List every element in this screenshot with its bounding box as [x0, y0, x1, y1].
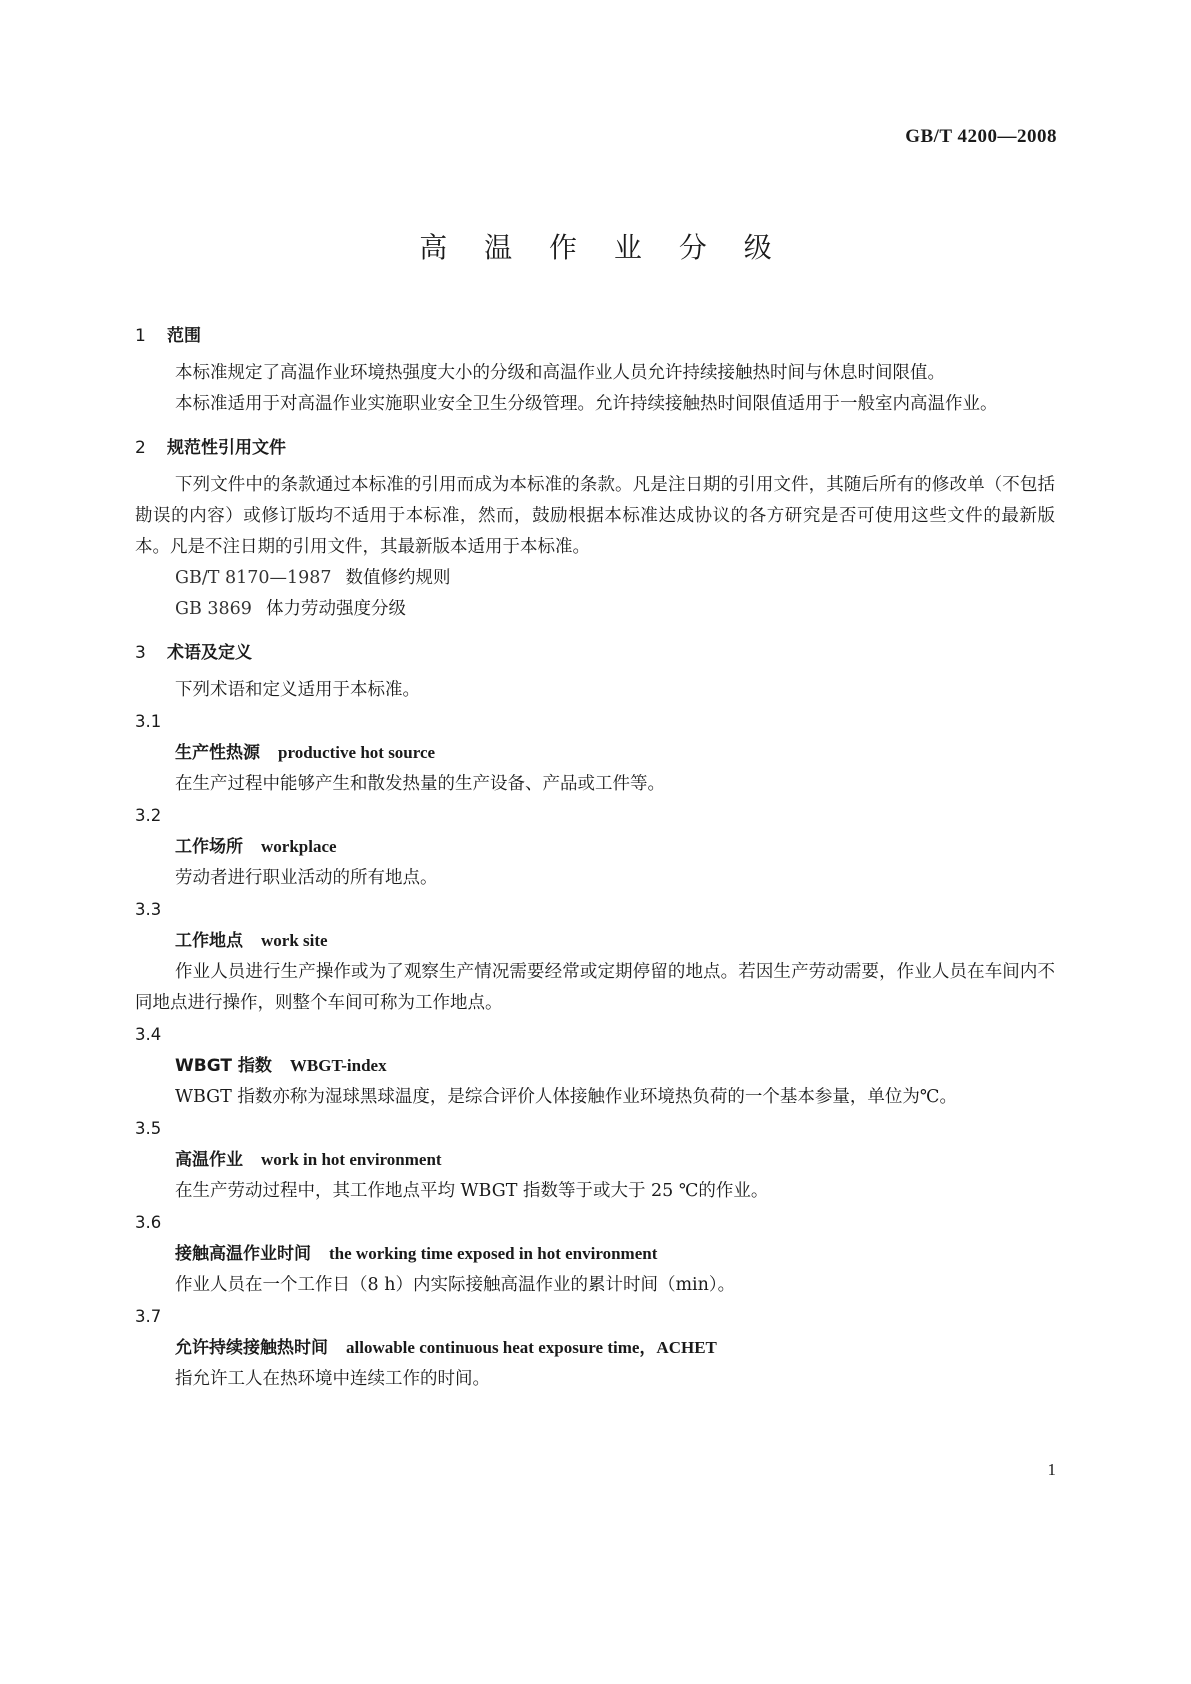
term-zh: WBGT 指数 [175, 1056, 272, 1076]
paragraph: 本标准适用于对高温作业实施职业安全卫生分级管理。允许持续接触热时间限值适用于一般室内高温作业。 [175, 394, 998, 414]
term-definition: 在生产劳动过程中，其工作地点平均 WBGT 指数等于或大于 25 ℃的作业。 [175, 1181, 769, 1201]
term-en: productive hot source [278, 743, 436, 762]
standard-code: GB/T 4200—2008 [905, 126, 1057, 147]
paragraph: 本标准规定了高温作业环境热强度大小的分级和高温作业人员允许持续接触热时间与休息时间限值。 [175, 363, 945, 383]
term-en: work site [261, 931, 328, 950]
term-definition: 指允许工人在热环境中连续工作的时间。 [175, 1369, 490, 1389]
term-definition: WBGT 指数亦称为湿球黑球温度，是综合评价人体接触作业环境热负荷的一个基本参量，单位为℃。 [175, 1087, 957, 1107]
paragraph: 下列术语和定义适用于本标准。 [175, 680, 420, 700]
section-heading-normative [135, 434, 1055, 462]
term-entry [135, 894, 1055, 1019]
term-definition: 劳动者进行职业活动的所有地点。 [175, 868, 438, 888]
term-number: 3.4 [135, 1025, 162, 1044]
term-number: 3.5 [135, 1119, 162, 1138]
term-heading [135, 737, 1055, 769]
section-title: 规范性引用文件 [167, 438, 286, 458]
section-number: 3 [135, 643, 146, 663]
reference-title: 体力劳动强度分级 [265, 599, 406, 619]
term-zh: 工作场所 [175, 837, 243, 857]
section-heading-terms [135, 639, 1055, 667]
term-heading [135, 1332, 1055, 1364]
reference-title: 数值修约规则 [345, 568, 451, 588]
term-en: allowable continuous heat exposure time，ACHET [346, 1338, 717, 1357]
section-number: 2 [135, 438, 146, 458]
term-heading [135, 1238, 1055, 1270]
term-heading [135, 1050, 1055, 1082]
section-heading-scope [135, 322, 1055, 350]
term-heading [135, 831, 1055, 863]
reference-item [135, 594, 1055, 625]
reference-code: GB 3869 [175, 599, 252, 619]
term-zh: 生产性热源 [175, 743, 260, 763]
term-number: 3.2 [135, 806, 162, 825]
term-entry [135, 800, 1055, 894]
term-en: the working time exposed in hot environment [329, 1244, 658, 1263]
term-entry [135, 1113, 1055, 1207]
reference-item [135, 563, 1055, 594]
paragraph: 下列文件中的条款通过本标准的引用而成为本标准的条款。凡是注日期的引用文件，其随后所有的修改单（不包括勘误的内容）或修订版均不适用于本标准，然而，鼓励根据本标准达成协议的各方研究是否可使用这些文件的最新版本。凡是不注日期的引用文件，其最新版本适用于本标准。 [135, 475, 1055, 557]
page-title: 高 温 作 业 分 级 [419, 231, 786, 264]
page-number: 1 [1047, 1460, 1056, 1479]
term-number: 3.1 [135, 712, 162, 731]
term-number: 3.7 [135, 1307, 162, 1326]
term-entry [135, 1207, 1055, 1301]
term-entry [135, 706, 1055, 800]
term-zh: 工作地点 [175, 931, 243, 951]
term-zh: 高温作业 [175, 1150, 243, 1170]
term-en: WBGT-index [289, 1056, 387, 1075]
term-zh: 允许持续接触热时间 [175, 1338, 328, 1358]
term-number: 3.3 [135, 900, 162, 919]
reference-code: GB/T 8170—1987 [175, 568, 332, 588]
term-en: work in hot environment [261, 1150, 442, 1169]
term-entry [135, 1301, 1055, 1395]
section-number: 1 [135, 326, 146, 346]
document-body [135, 322, 1055, 1395]
section-title: 范围 [167, 326, 201, 346]
term-heading [135, 1144, 1055, 1176]
term-entry [135, 1019, 1055, 1113]
term-zh: 接触高温作业时间 [175, 1244, 311, 1264]
term-definition: 作业人员进行生产操作或为了观察生产情况需要经常或定期停留的地点。若因生产劳动需要，作业人员在车间内不同地点进行操作，则整个车间可称为工作地点。 [135, 962, 1055, 1013]
term-definition: 在生产过程中能够产生和散发热量的生产设备、产品或工件等。 [175, 774, 665, 794]
term-number: 3.6 [135, 1213, 162, 1232]
term-definition: 作业人员在一个工作日（8 h）内实际接触高温作业的累计时间（min）。 [175, 1275, 736, 1295]
term-en: workplace [261, 837, 337, 856]
term-heading [135, 925, 1055, 957]
section-title: 术语及定义 [167, 643, 252, 663]
